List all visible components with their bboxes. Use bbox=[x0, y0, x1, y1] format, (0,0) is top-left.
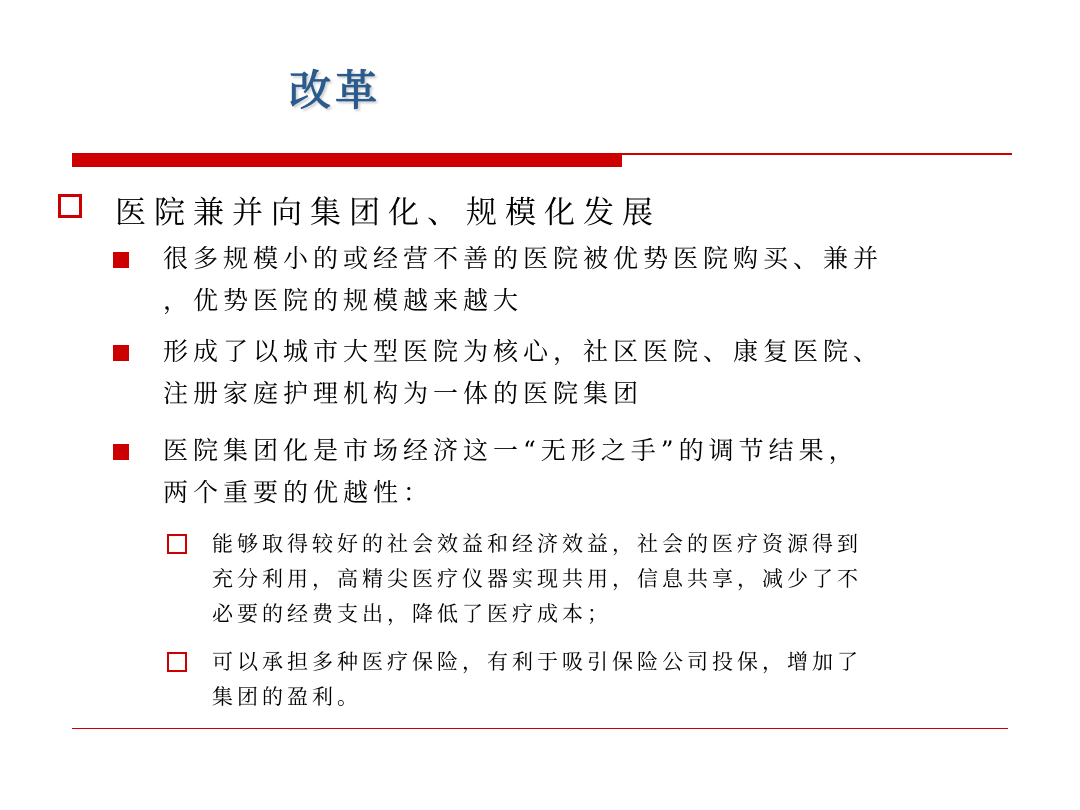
bullet-3-line-2: 两个重要的优越性： bbox=[163, 478, 434, 507]
sub-bullet-1-line-1: 能够取得较好的社会效益和经济效益，社会的医疗资源得到 bbox=[212, 532, 862, 556]
bullet-2-line-1: 形成了以城市大型医院为核心，社区医院、康复医院、 bbox=[163, 337, 884, 366]
sub-bullet-1-line-3: 必要的经费支出，降低了医疗成本； bbox=[212, 602, 612, 626]
footer-rule bbox=[72, 728, 1008, 729]
sub-bullet-2-line-1: 可以承担多种医疗保险，有利于吸引保险公司投保，增加了 bbox=[212, 650, 862, 674]
bullet-1-text bbox=[163, 238, 883, 322]
sub-bullet-1-text bbox=[212, 527, 862, 632]
bullet-3-text bbox=[163, 430, 859, 514]
sub-bullet-2-line-2: 集团的盈利。 bbox=[212, 685, 362, 709]
hollow-square-icon bbox=[167, 652, 187, 672]
bullet-1-line-1: 很多规模小的或经营不善的医院被优势医院购买、兼并 bbox=[163, 244, 884, 273]
bullet-3-line-1: 医院集团化是市场经济这一“无形之手”的调节结果， bbox=[163, 436, 859, 465]
sub-bullet-1-line-2: 充分利用，高精尖医疗仪器实现共用，信息共享，减少了不 bbox=[212, 567, 862, 591]
filled-square-icon bbox=[113, 444, 129, 460]
filled-square-icon bbox=[113, 252, 129, 268]
sub-bullet-2-text bbox=[212, 645, 862, 715]
bullet-2-text bbox=[163, 331, 883, 415]
title-rule-thick bbox=[72, 153, 622, 167]
slide-title: 改革 bbox=[288, 66, 381, 115]
heading-text: 医院兼并向集团化、规模化发展 bbox=[115, 195, 661, 231]
hollow-square-icon bbox=[167, 534, 187, 554]
bullet-2-line-2: 注册家庭护理机构为一体的医院集团 bbox=[163, 379, 644, 408]
hollow-square-icon bbox=[58, 194, 82, 218]
filled-square-icon bbox=[113, 345, 129, 361]
bullet-1-line-2: ，优势医院的规模越来越大 bbox=[163, 286, 524, 315]
title-rule-thin bbox=[72, 153, 1012, 155]
